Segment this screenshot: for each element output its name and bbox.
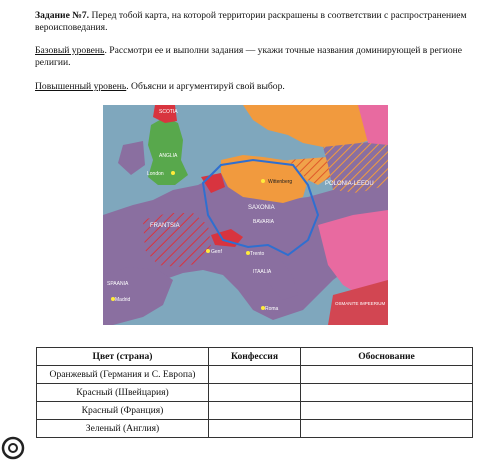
search-lens-icon[interactable] bbox=[0, 435, 26, 461]
advanced-level-label: Повышенный уровень bbox=[35, 81, 127, 92]
row-justification-cell[interactable] bbox=[301, 420, 473, 438]
table-row bbox=[37, 420, 473, 438]
map-label-geneve: Genf bbox=[211, 249, 222, 255]
task-number: Задание №7. bbox=[35, 10, 90, 21]
row-color-country: Оранжевый (Германия и С. Европа) bbox=[37, 366, 209, 384]
row-justification-cell[interactable] bbox=[301, 366, 473, 384]
religion-map-graphic bbox=[103, 105, 388, 325]
map-label-italy: ITAALIA bbox=[253, 269, 272, 275]
header-confession: Конфессия bbox=[209, 348, 301, 366]
map-label-anglia: ANGLIA bbox=[159, 153, 178, 159]
map-label-scotland: SCOTIA bbox=[159, 109, 178, 115]
map-label-polonia: POLONIA-LEEDU bbox=[325, 181, 374, 187]
map-label-saxonia: SAXONIA bbox=[248, 205, 275, 211]
row-confession-cell[interactable] bbox=[209, 402, 301, 420]
header-color-country: Цвет (страна) bbox=[37, 348, 209, 366]
map-label-madrid: Madrid bbox=[115, 297, 131, 303]
row-color-country: Зеленый (Англия) bbox=[37, 420, 209, 438]
map-label-spania: SPAANIA bbox=[107, 281, 129, 287]
table-header-row bbox=[37, 348, 473, 366]
religion-map bbox=[103, 105, 388, 325]
row-color-country: Красный (Франция) bbox=[37, 402, 209, 420]
row-color-country: Красный (Швейцария) bbox=[37, 384, 209, 402]
answer-table bbox=[36, 347, 473, 438]
map-label-ottoman: OSMANITE IMPEERIUM bbox=[335, 301, 386, 306]
row-justification-cell[interactable] bbox=[301, 402, 473, 420]
table-row bbox=[37, 366, 473, 384]
header-justification: Обоснование bbox=[301, 348, 473, 366]
task-intro: Перед тобой карта, на которой территории раскрашены в соответствии с распространением вероисповедания. bbox=[35, 10, 467, 33]
map-label-roma: Roma bbox=[265, 306, 279, 312]
map-label-london: London bbox=[147, 171, 164, 177]
map-label-franta: FRANTSIA bbox=[150, 223, 180, 229]
row-justification-cell[interactable] bbox=[301, 384, 473, 402]
map-label-wittenberg: Wittenberg bbox=[268, 179, 293, 185]
task-heading bbox=[35, 10, 485, 34]
map-label-bavaria: BAVARIA bbox=[253, 219, 274, 225]
table-row bbox=[37, 402, 473, 420]
table-row bbox=[37, 384, 473, 402]
row-confession-cell[interactable] bbox=[209, 420, 301, 438]
basic-level-text: . Рассмотри ее и выполни задания — укажи точные названия доминирующей в регионе религии. bbox=[35, 45, 463, 68]
map-label-trento: Trento bbox=[250, 251, 265, 257]
basic-level-label: Базовый уровень bbox=[35, 45, 105, 56]
basic-level-paragraph bbox=[35, 45, 485, 69]
advanced-level-text: . Объясни и аргументируй свой выбор. bbox=[126, 81, 285, 92]
advanced-level-paragraph bbox=[35, 81, 485, 93]
row-confession-cell[interactable] bbox=[209, 384, 301, 402]
row-confession-cell[interactable] bbox=[209, 366, 301, 384]
